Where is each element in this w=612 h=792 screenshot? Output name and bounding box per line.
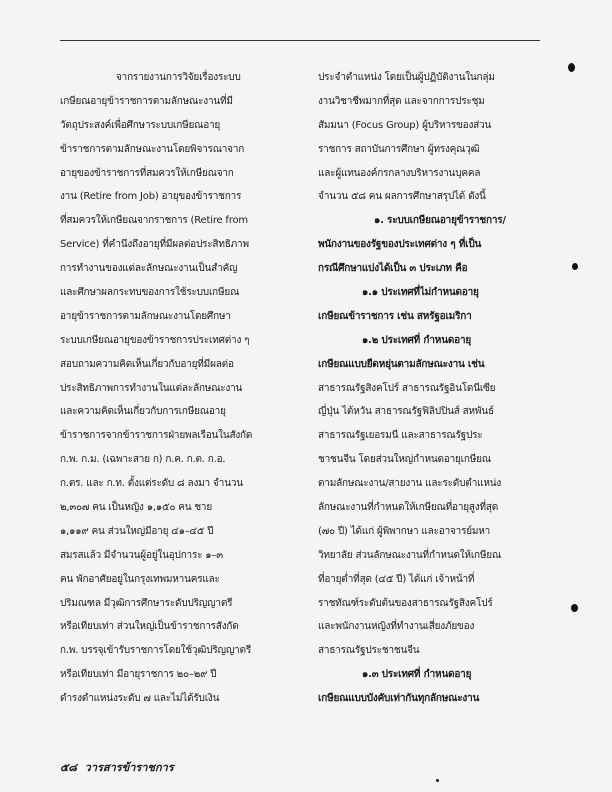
scan-speck xyxy=(572,263,578,270)
paragraph-line: จากรายงานการวิจัยเรื่องระบบ xyxy=(116,72,241,83)
scan-speck xyxy=(436,779,439,782)
paragraph-line: สาธารณรัฐประชาชนจีน xyxy=(318,645,420,657)
paragraph-line: และพนักงานหญิงที่ทำงานเสี่ยงภัยของ xyxy=(318,621,475,633)
paragraph-line: (๗๐ ปี) ได้แก่ ผู้พิพากษา และอาจารย์มหา xyxy=(318,525,491,537)
paragraph-line: งานวิชาชีพมากที่สุด และจากการประชุม xyxy=(318,95,485,107)
paragraph-line: Service) ที่คำนึงถึงอายุที่มีผลต่อประสิทธิภาพ xyxy=(60,239,249,251)
paragraph-line: ตามลักษณะงาน/สายงาน และระดับตำแหน่ง xyxy=(318,478,502,490)
page-number: ๕๘ xyxy=(60,761,77,774)
subsection-heading: ๑.๑ ประเทศที่ไม่กำหนดอายุ xyxy=(362,287,479,299)
paragraph-line: ลักษณะงานที่กำหนดให้เกษียณที่อายุสูงที่สุด xyxy=(318,502,499,514)
paragraph-line: ข้าราชการจากข้าราชการฝ่ายพลเรือนในสังกัด xyxy=(60,430,253,442)
subsection-heading: เกษียณข้าราชการ เช่น สหรัฐอเมริกา xyxy=(318,310,472,322)
paragraph-line: ระบบเกษียณอายุของข้าราชการประเทศต่าง ๆ xyxy=(60,334,250,346)
paragraph-line: ชาชนจีน โดยส่วนใหญ่กำหนดอายุเกษียณ xyxy=(318,454,491,466)
subsection-heading: ๑.๒ ประเทศที่ กำหนดอายุ xyxy=(362,334,472,346)
paragraph-line: ราชทัณฑ์ระดับต้นของสาธารณรัฐสิงคโปร์ xyxy=(318,597,493,609)
paragraph-line: และความคิดเห็นเกี่ยวกับการเกษียณอายุ xyxy=(60,406,226,418)
paragraph-line: ๒,๓๐๗ คน เป็นหญิง ๑,๑๕๐ คน ชาย xyxy=(60,502,212,514)
scan-speck xyxy=(571,604,578,612)
paragraph-line: และศึกษาผลกระทบของการใช้ระบบเกษียณ xyxy=(60,287,240,299)
paragraph-line: หรือเทียบเท่า ส่วนใหญ่เป็นข้าราชการสังกัด xyxy=(60,621,239,633)
subsection-heading: ๑.๓ ประเทศที่ กำหนดอายุ xyxy=(362,669,472,681)
paragraph-line: ข้าราชการตามลักษณะงานโดยพิจารณาจาก xyxy=(60,143,245,155)
paragraph-line: จำนวน ๕๘ คน ผลการศึกษาสรุปได้ ดังนี้ xyxy=(318,191,486,203)
section-heading: พนักงานของรัฐของประเทศต่าง ๆ ที่เป็น xyxy=(318,239,482,251)
page-footer xyxy=(60,758,174,776)
paragraph-line: การทำงานของแต่ละลักษณะงานเป็นสำคัญ xyxy=(60,263,238,275)
paragraph-line: ประสิทธิภาพการทำงานในแต่ละลักษณะงาน xyxy=(60,382,243,394)
paragraph-line: สอบถามความคิดเห็นเกี่ยวกับอายุที่มีผลต่อ xyxy=(60,358,234,370)
paragraph-line: เกษียณอายุข้าราชการตามลักษณะงานที่มี xyxy=(60,95,233,107)
paragraph-line: สาธารณรัฐสิงคโปร์ สาธารณรัฐอินโดนีเซีย xyxy=(318,382,496,394)
paragraph-line: หรือเทียบเท่า มีอายุราชการ ๒๐–๒๙ ปี xyxy=(60,669,217,681)
paragraph-line: ก.ตร. และ ก.ท. ตั้งแต่ระดับ ๘ ลงมา จำนวน xyxy=(60,478,243,490)
paragraph-line: สัมมนา (Focus Group) ผู้บริหารของส่วน xyxy=(318,119,492,131)
paragraph-line: ก.พ. ก.ม. (เฉพาะสาย ก) ก.ค. ก.ต. ก.อ. xyxy=(60,454,226,466)
paragraph-line: อายุของข้าราชการที่สมควรให้เกษียณจาก xyxy=(60,167,234,179)
paragraph-line: ปริมณฑล มีวุฒิการศึกษาระดับปริญญาตรี xyxy=(60,597,233,609)
top-rule xyxy=(60,40,540,41)
paragraph-line: อายุข้าราชการตามลักษณะงานโดยศึกษา xyxy=(60,310,231,322)
paragraph-line: ญี่ปุ่น ไต้หวัน สาธารณรัฐฟิลิปปินส์ สหพันธ์ xyxy=(318,406,494,418)
section-heading: ๑. ระบบเกษียณอายุข้าราชการ/ xyxy=(374,215,506,227)
subsection-heading: เกษียณแบบยืดหยุ่นตามลักษณะงาน เช่น xyxy=(318,358,485,370)
paragraph-line: ก.พ. บรรจุเข้ารับราชการโดยใช้วุฒิปริญญาตรี xyxy=(60,645,252,657)
paragraph-line: คน พักอาศัยอยู่ในกรุงเทพมหานครและ xyxy=(60,573,220,585)
section-heading: กรณีศึกษาแบ่งได้เป็น ๓ ประเภท คือ xyxy=(318,263,468,275)
paragraph-line: วิทยาลัย ส่วนลักษณะงานที่กำหนดให้เกษียณ xyxy=(318,549,502,561)
paragraph-line: ราชการ สถาบันการศึกษา ผู้ทรงคุณวุฒิ xyxy=(318,143,480,155)
paragraph-line: ประจำตำแหน่ง โดยเป็นผู้ปฏิบัติงานในกลุ่ม xyxy=(318,72,495,83)
paragraph-line: สาธารณรัฐเยอรมนี และสาธารณรัฐประ xyxy=(318,430,483,442)
paragraph-line: ดำรงตำแหน่งระดับ ๗ และไม่ได้รับเงิน xyxy=(60,693,220,705)
paragraph-line: ที่อายุต่ำที่สุด (๔๕ ปี) ได้แก่ เจ้าหน้าที่ xyxy=(318,573,475,585)
paragraph-line: สมรสแล้ว มีจำนวนผู้อยู่ในอุปการะ ๑–๓ xyxy=(60,549,223,561)
paragraph-line: ที่สมควรให้เกษียณจากราชการ (Retire from xyxy=(60,215,248,227)
subsection-heading: เกษียณแบบบังคับเท่ากันทุกลักษณะงาน xyxy=(318,693,480,705)
paragraph-line: และผู้แทนองค์กรกลางบริหารงานบุคคล xyxy=(318,167,481,179)
paragraph-line: ๑,๑๑๙ คน ส่วนใหญ่มีอายุ ๔๑–๔๕ ปี xyxy=(60,525,214,537)
right-column xyxy=(318,66,546,711)
journal-title: วารสารข้าราชการ xyxy=(84,761,174,774)
paragraph-line: วัตถุประสงค์เพื่อศึกษาระบบเกษียณอายุ xyxy=(60,119,221,131)
paragraph-line: งาน (Retire from Job) อายุของข้าราชการ xyxy=(60,191,242,203)
left-column xyxy=(60,66,296,711)
scan-speck xyxy=(568,63,575,72)
